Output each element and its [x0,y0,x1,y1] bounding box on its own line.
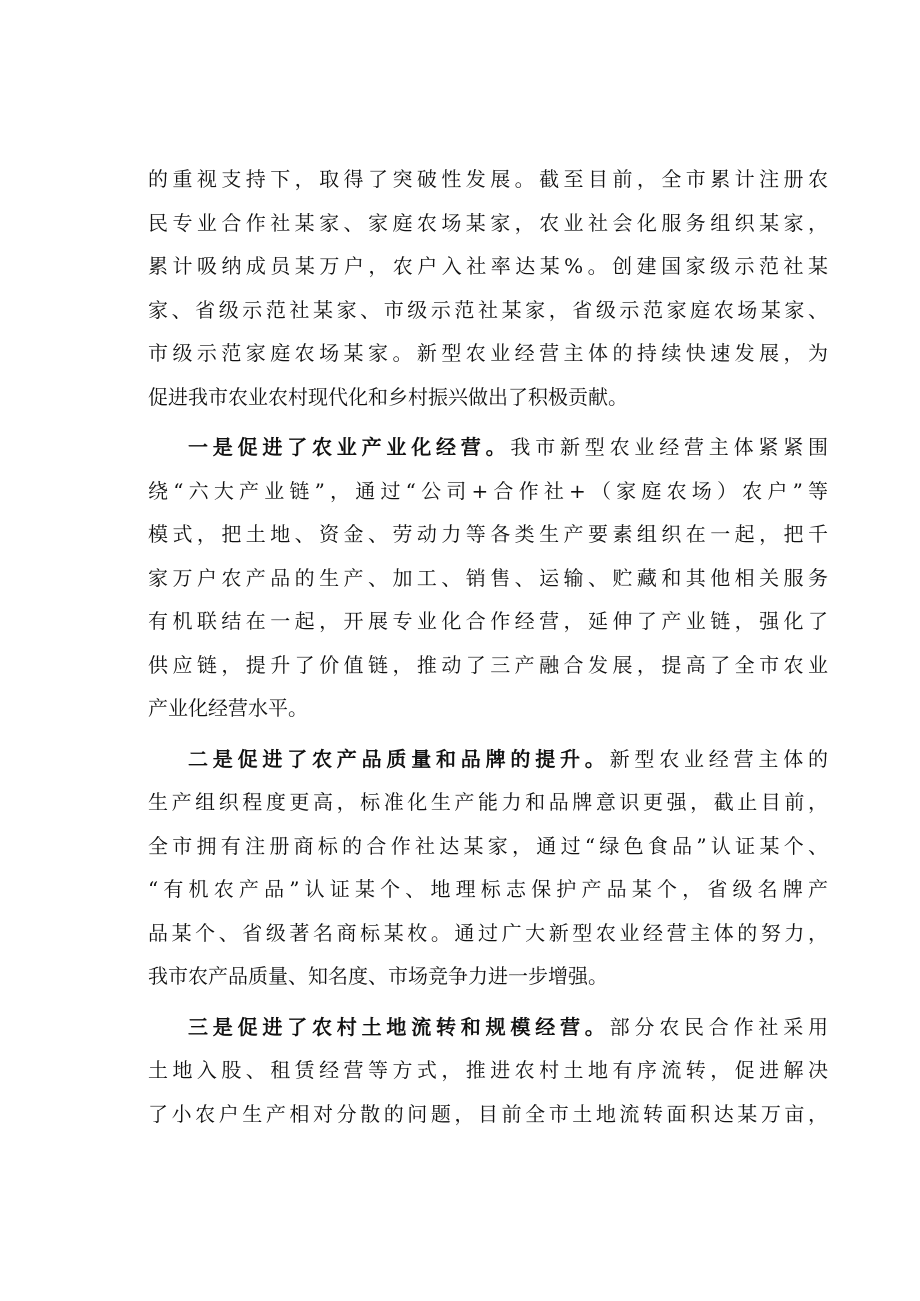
text-line: 家、省级示范社某家、市级示范社某家，省级示范家庭农场某家、 [148,297,828,322]
paragraph-land-transfer [148,1006,828,1137]
text-line: 模式，把土地、资金、劳动力等各类生产要素组织在一起，把千 [148,522,828,546]
text-line: 供应链，提升了价值链，推动了三产融合发展，提高了全市农业 [148,652,828,677]
paragraph-intro [148,158,828,419]
text-span: 部分农民合作社采用 [609,1014,829,1039]
text-line: 全市拥有注册商标的合作社达某家，通过“绿色食品”认证某个、 [148,833,828,858]
text-line: “有机农产品”认证某个、地理标志保护产品某个，省级名牌产 [148,877,828,901]
paragraph-industrialization [148,426,828,731]
text-line: 生产组织程度更高，标准化生产能力和品牌意识更强，截止目前， [148,790,828,814]
paragraph-heading: 三是促进了农村土地流转和规模经营。 [188,1014,610,1039]
text-line: 累计吸纳成员某万户，农户入社率达某%。创建国家级示范社某 [148,254,828,278]
text-line: 产业化经营水平。 [148,696,308,720]
text-line: 品某个、省级著名商标某枚。通过广大新型农业经营主体的努力， [148,920,828,945]
text-line [148,1006,828,1050]
text-line: 了小农户生产相对分散的问题，目前全市土地流转面积达某万亩， [148,1101,828,1126]
text-span: 我市新型农业经营主体紧紧围 [510,435,829,459]
text-line [148,738,828,782]
text-line: 的重视支持下，取得了突破性发展。截至目前，全市累计注册农 [148,167,828,191]
text-line: 绕“六大产业链”，通过“公司+合作社+（家庭农场）农户”等 [148,478,828,503]
text-line: 民专业合作社某家、家庭农场某家，农业社会化服务组织某家， [148,210,828,235]
text-span: 新型农业经营主体的 [609,746,829,771]
text-line: 促进我市农业农村现代化和乡村振兴做出了积极贡献。 [148,384,628,409]
paragraph-quality-brand [148,738,828,999]
text-line: 有机联结在一起，开展专业化合作经营，延伸了产业链，强化了 [148,609,828,633]
document-body [148,158,828,1136]
paragraph-heading: 一是促进了农业产业化经营。 [188,435,511,459]
text-line: 家万户农产品的生产、加工、销售、运输、贮藏和其他相关服务 [148,565,828,590]
text-line: 市级示范家庭农场某家。新型农业经营主体的持续快速发展，为 [148,341,828,365]
text-line: 我市农产品质量、知名度、市场竞争力进一步增强。 [148,964,608,988]
paragraph-heading: 二是促进了农产品质量和品牌的提升。 [188,746,610,771]
text-line [148,426,828,470]
text-line: 土地入股、租赁经营等方式，推进农村土地有序流转，促进解决 [148,1058,828,1082]
